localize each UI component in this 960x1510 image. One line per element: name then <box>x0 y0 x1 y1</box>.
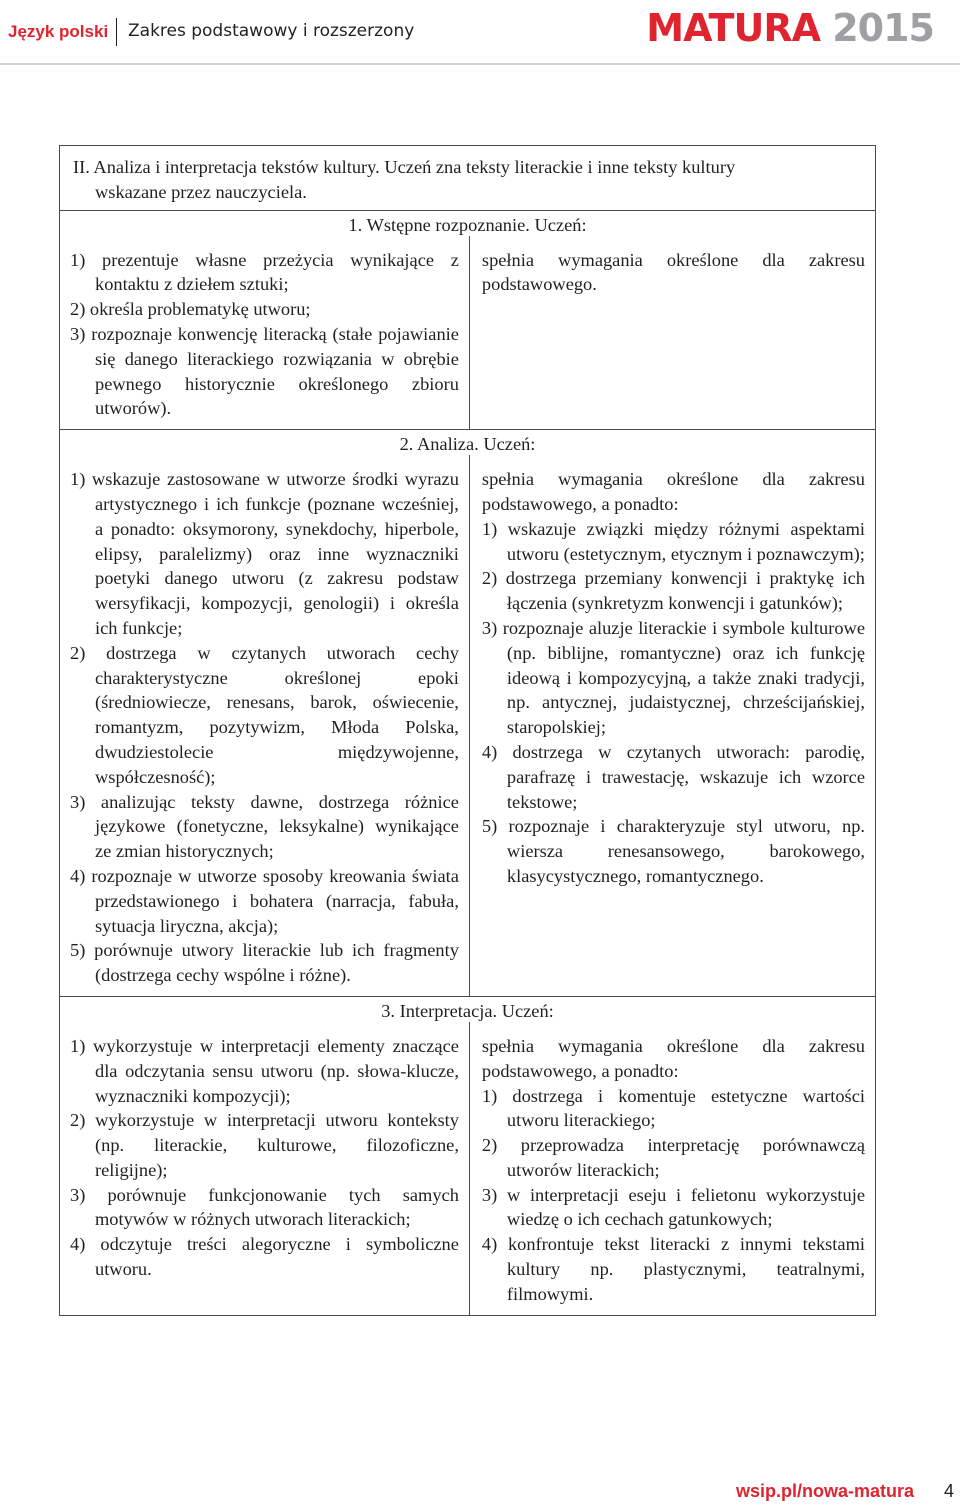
list-item: 3) rozpoznaje konwencję literacką (stałe pojawianie się danego literackiego rozwiązania w obrębie pewnego historycznie określonego zbioru utworów). <box>70 323 459 419</box>
list-item: 2) określa problematykę utworu; <box>70 299 311 320</box>
list-item: 3) analizując teksty dawne, dostrzega różnice językowe (fonetyczne, leksykalne) wynikające ze zmian historycznych; <box>70 791 459 862</box>
header-rule <box>0 63 960 65</box>
extended-requirements-list <box>482 1084 865 1307</box>
list-item: 5) rozpoznaje i charakteryzuje styl utworu, np. wiersza renesansowego, barokowego, klasycystycznego, romantycznego. <box>481 816 865 886</box>
list-item: 1) wykorzystuje w interpretacji elementy znaczące dla odczytania sensu utworu (np. słowa-klucze, wyznaczniki kompozycji); <box>70 1035 459 1106</box>
basic-requirements-list <box>70 1034 459 1282</box>
page-header <box>0 0 960 66</box>
subsection-title: 2. Analiza. Uczeń: <box>60 430 876 456</box>
list-item: 2) wykorzystuje w interpretacji utworu konteksty (np. literackie, kulturowe, filozoficzne, religijne); <box>70 1110 459 1180</box>
list-item: 3) porównuje funkcjonowanie tych samych motywów w różnych utworach literackich; <box>70 1184 459 1230</box>
extended-intro: spełnia wymagania określone dla zakresu podstawowego. <box>481 249 865 295</box>
logo-word: MATURA <box>646 6 820 50</box>
basic-scope-cell <box>60 236 470 430</box>
list-item: 2) dostrzega przemiany konwencji i praktykę ich łączenia (synkretyzm konwencji i gatunków); <box>481 568 865 614</box>
header-divider <box>116 18 117 46</box>
subsection-title: 1. Wstępne rozpoznanie. Uczeń: <box>60 210 876 236</box>
basic-scope-cell <box>60 1022 470 1315</box>
requirements-table <box>59 145 876 1316</box>
list-item: 3) w interpretacji eseju i felietonu wykorzystuje wiedzę o ich cechach gatunkowych; <box>481 1184 865 1230</box>
logo-year: 2015 <box>832 6 934 50</box>
extended-intro: spełnia wymagania określone dla zakresu podstawowego, a ponadto: <box>481 469 865 514</box>
extended-scope-cell <box>469 1022 875 1315</box>
list-item: 4) odczytuje treści alegoryczne i symboliczne utworu. <box>70 1234 459 1280</box>
extended-intro: spełnia wymagania określone dla zakresu podstawowego, a ponadto: <box>481 1035 865 1081</box>
basic-requirements-list <box>70 467 459 988</box>
extended-scope-cell <box>469 455 875 996</box>
extended-requirements-list <box>482 517 865 889</box>
list-item: 1) wskazuje związki między różnymi aspektami utworu (estetycznym, etycznym i poznawczym); <box>481 518 865 564</box>
wsip-link[interactable]: wsip.pl/nowa-matura <box>736 1481 915 1501</box>
section-heading-line2: wskazane przez nauczyciela. <box>95 181 307 202</box>
basic-requirements-list <box>70 248 459 422</box>
list-item: 1) wskazuje zastosowane w utworze środki wyrazu artystycznego i ich funkcje (poznane wcześniej, a ponadto: oksymorony, synekdochy, hiperbole, elipsy, paralelizmy) oraz inne wyznaczniki poetyki danego utworu (z zakresu podstaw wersyfikacji, kompozycji, genologii) i określa ich funkcje; <box>70 469 459 638</box>
list-item: 2) przeprowadza interpretację porównawczą utworów literackich; <box>481 1135 865 1180</box>
list-item: 4) rozpoznaje w utworze sposoby kreowania świata przedstawionego i bohatera (narracja, fabuła, sytuacja liryczna, akcja); <box>70 865 459 936</box>
list-item: 2) dostrzega w czytanych utworach cechy charakterystyczne określonej epoki (średniowiecze, renesans, barok, oświecenie, romantyzm, pozytywizm, Młoda Polska, dwudziestolecie międzywojenne, współczesność); <box>70 642 459 787</box>
scope-label: Zakres podstawowy i rozszerzony <box>128 21 415 41</box>
subsection-title: 3. Interpretacja. Uczeń: <box>60 996 876 1022</box>
basic-scope-cell <box>60 455 470 996</box>
page-number: 4 <box>944 1481 955 1501</box>
extended-scope-cell <box>469 236 875 430</box>
matura-logo <box>646 6 934 50</box>
list-item: 1) prezentuje własne przeżycia wynikające z kontaktu z dziełem sztuki; <box>70 249 459 295</box>
list-item: 1) dostrzega i komentuje estetyczne wartości utworu literackiego; <box>481 1085 865 1131</box>
list-item: 4) konfrontuje tekst literacki z innymi tekstami kultury np. plastycznymi, teatralnymi, filmowymi. <box>481 1234 865 1304</box>
list-item: 5) porównuje utwory literackie lub ich fragmenty (dostrzega cechy wspólne i różne). <box>70 940 459 986</box>
subject-label: Język polski <box>8 22 109 41</box>
section-heading-cell <box>60 146 876 211</box>
list-item: 4) dostrzega w czytanych utworach: parodię, parafrazę i trawestację, wskazuje ich wzorce tekstowe; <box>481 741 865 812</box>
section-heading-line1: II. Analiza i interpretacja tekstów kultury. Uczeń zna teksty literackie i inne teksty kultury <box>73 157 736 177</box>
list-item: 3) rozpoznaje aluzje literackie i symbole kulturowe (np. biblijne, romantyczne) oraz ich funkcję ideową i kompozycyjną, a także znaki tradycji, np. antycznej, judaistycznej, chrześcijańskiej, staropolskiej; <box>481 617 865 738</box>
